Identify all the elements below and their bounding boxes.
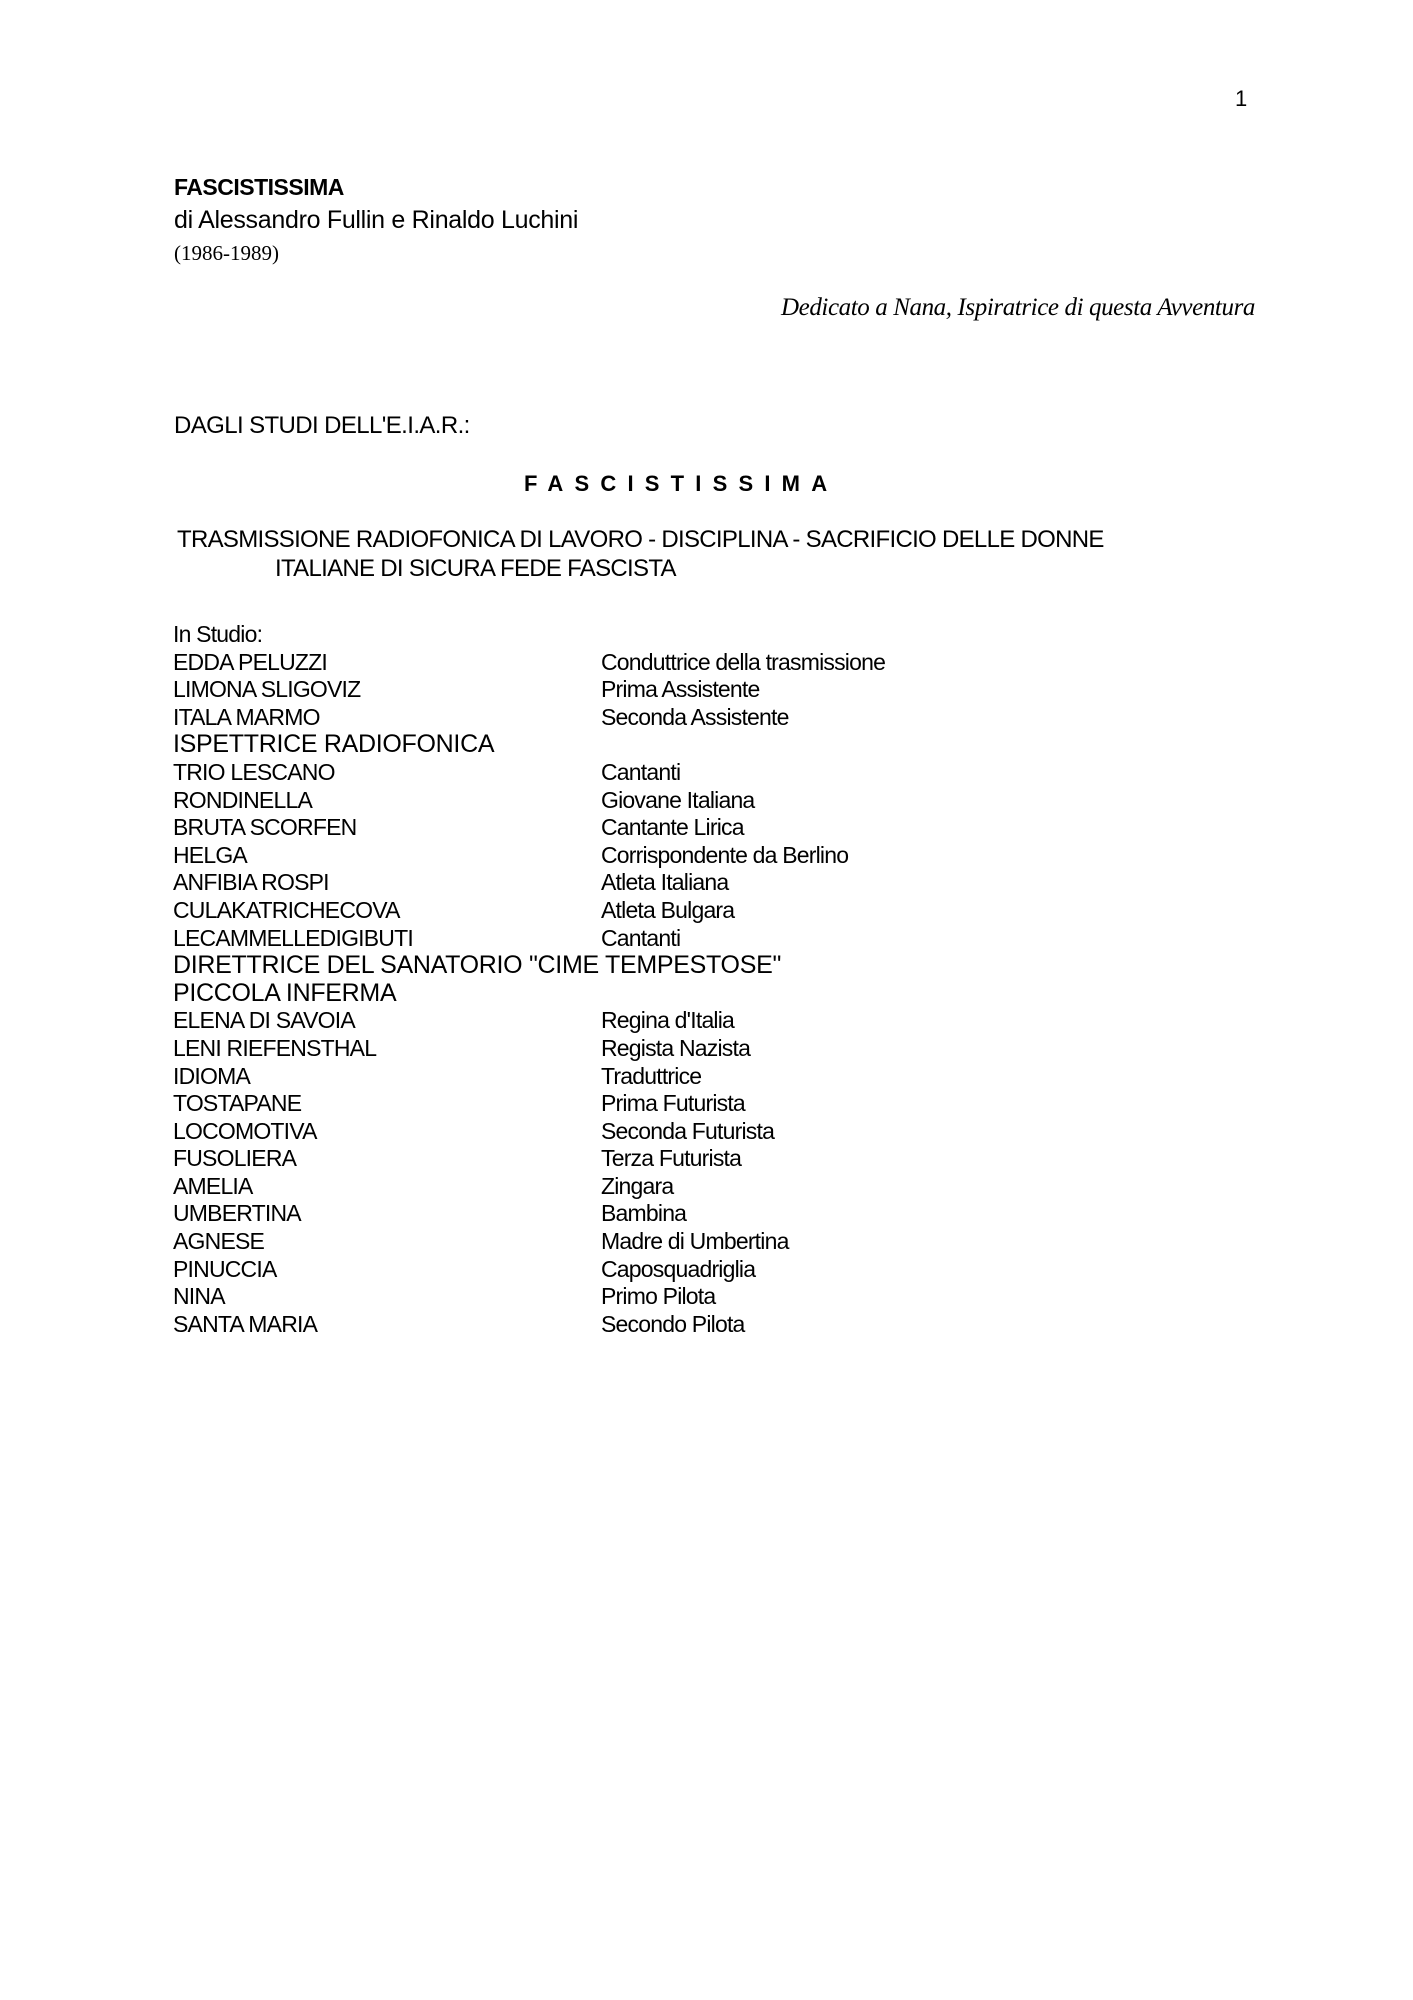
character-name: TRIO LESCANO — [173, 758, 335, 785]
character-role: Seconda Futurista — [601, 1117, 775, 1144]
cast-row — [173, 1256, 1173, 1284]
character-name: ISPETTRICE RADIOFONICA — [173, 730, 495, 759]
cast-row — [173, 1200, 1173, 1228]
cast-list — [173, 621, 1173, 1338]
page-number: 1 — [1235, 86, 1248, 111]
subtitle-line-2: ITALIANE DI SICURA FEDE FASCISTA — [275, 555, 676, 582]
character-name: IDIOMA — [173, 1062, 250, 1089]
character-name: TOSTAPANE — [173, 1090, 302, 1117]
cast-row — [173, 1063, 1173, 1091]
character-name: AGNESE — [173, 1228, 265, 1255]
character-role: Primo Pilota — [601, 1283, 716, 1310]
character-role: Traduttrice — [601, 1062, 702, 1089]
character-name: LENI RIEFENSTHAL — [173, 1034, 377, 1061]
character-name: BRUTA SCORFEN — [173, 814, 357, 841]
cast-row — [173, 1118, 1173, 1146]
cast-row — [173, 676, 1173, 704]
character-role: Cantanti — [601, 758, 681, 785]
cast-row — [173, 1090, 1173, 1118]
character-role: Regista Nazista — [601, 1034, 751, 1061]
cast-row — [173, 897, 1173, 925]
authors-line: di Alessandro Fullin e Rinaldo Luchini — [174, 206, 579, 234]
dedication: Dedicato a Nana, Ispiratrice di questa Avventura — [780, 294, 1255, 321]
character-name: ITALA MARMO — [173, 703, 320, 730]
character-role: Conduttrice della trasmissione — [601, 648, 886, 675]
subtitle-line-1: TRASMISSIONE RADIOFONICA DI LAVORO - DISCIPLINA - SACRIFICIO DELLE DONNE — [177, 526, 1104, 553]
character-name: UMBERTINA — [173, 1200, 301, 1227]
character-name: RONDINELLA — [173, 786, 312, 813]
cast-heading: In Studio: — [173, 621, 263, 647]
character-name: NINA — [173, 1283, 225, 1310]
document-title: FASCISTISSIMA — [174, 174, 344, 200]
character-name: ELENA DI SAVOIA — [173, 1007, 355, 1034]
character-name: PINUCCIA — [173, 1255, 277, 1282]
character-role: Seconda Assistente — [601, 703, 789, 730]
cast-row — [173, 980, 1173, 1008]
cast-row — [173, 731, 1173, 759]
character-role: Bambina — [601, 1200, 687, 1227]
character-name: AMELIA — [173, 1172, 253, 1199]
cast-row — [173, 1311, 1173, 1339]
cast-row — [173, 1173, 1173, 1201]
character-role: Prima Futurista — [601, 1090, 745, 1117]
character-role: Prima Assistente — [601, 676, 760, 703]
character-role: Regina d'Italia — [601, 1007, 735, 1034]
spaced-title: FASCISTISSIMA — [524, 471, 839, 496]
character-name: SANTA MARIA — [173, 1310, 318, 1337]
cast-row — [173, 704, 1173, 732]
character-name: CULAKATRICHECOVA — [173, 896, 400, 923]
cast-row — [173, 1283, 1173, 1311]
cast-row — [173, 952, 1173, 980]
character-name: LECAMMELLEDIGIBUTI — [173, 924, 413, 951]
character-role: Atleta Italiana — [601, 869, 729, 896]
character-role: Giovane Italiana — [601, 786, 755, 813]
cast-row — [173, 842, 1173, 870]
cast-row — [173, 1145, 1173, 1173]
character-name: FUSOLIERA — [173, 1145, 297, 1172]
cast-row — [173, 759, 1173, 787]
character-name: ANFIBIA ROSPI — [173, 869, 329, 896]
studio-header: DAGLI STUDI DELL'E.I.A.R.: — [174, 412, 470, 439]
character-role: Madre di Umbertina — [601, 1228, 789, 1255]
character-role: Cantanti — [601, 924, 681, 951]
cast-row — [173, 814, 1173, 842]
cast-row — [173, 1228, 1173, 1256]
character-role: Corrispondente da Berlino — [601, 841, 849, 868]
character-role: Atleta Bulgara — [601, 896, 735, 923]
character-name: DIRETTRICE DEL SANATORIO "CIME TEMPESTOSE" — [173, 951, 782, 980]
cast-row — [173, 869, 1173, 897]
character-role: Caposquadriglia — [601, 1255, 756, 1282]
character-name: LIMONA SLIGOVIZ — [173, 676, 361, 703]
cast-row — [173, 925, 1173, 953]
character-role: Terza Futurista — [601, 1145, 742, 1172]
subtitle — [177, 525, 1104, 583]
cast-row — [173, 1035, 1173, 1063]
character-name: HELGA — [173, 841, 247, 868]
character-role: Cantante Lirica — [601, 814, 744, 841]
character-name: EDDA PELUZZI — [173, 648, 327, 675]
cast-row — [173, 1007, 1173, 1035]
cast-row — [173, 787, 1173, 815]
character-role: Secondo Pilota — [601, 1310, 745, 1337]
years-line: (1986-1989) — [174, 241, 279, 265]
character-name: PICCOLA INFERMA — [173, 978, 397, 1007]
character-name: LOCOMOTIVA — [173, 1117, 317, 1144]
cast-row — [173, 649, 1173, 677]
character-role: Zingara — [601, 1172, 674, 1199]
